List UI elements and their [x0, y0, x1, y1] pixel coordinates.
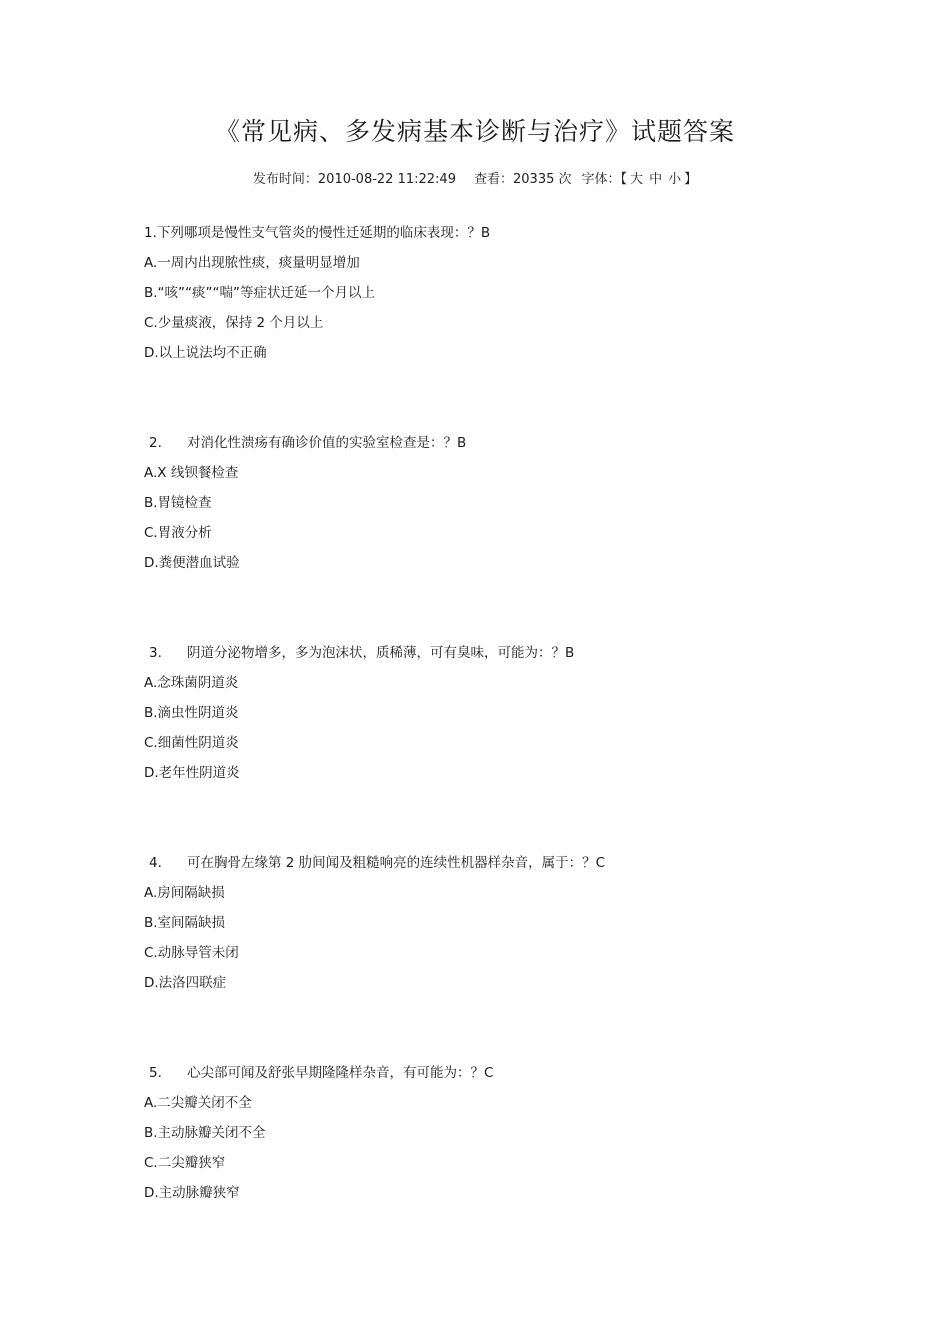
question-stem: [144, 432, 804, 462]
question-2: [144, 432, 804, 582]
option-d: D.粪便潜血试验: [144, 555, 240, 571]
bracket-close: 】: [684, 172, 698, 187]
option-d: D.法洛四联症: [144, 975, 227, 991]
option-c: C.二尖瓣狭窄: [144, 1155, 226, 1171]
option-d: D.主动脉瓣狭窄: [144, 1185, 240, 1201]
views-value: 20335: [513, 172, 555, 187]
option-c: C.少量痰液，保持 2 个月以上: [144, 315, 324, 331]
option-b: B.胃镜检查: [144, 495, 212, 511]
question-stem: [144, 1062, 804, 1092]
question-list: [144, 222, 804, 1272]
question-number: 2.: [149, 435, 162, 451]
question-5: [144, 1062, 804, 1212]
bracket-open: 【: [620, 172, 628, 187]
option-a: A.念珠菌阴道炎: [144, 675, 239, 691]
published-label: 发布时间：: [252, 172, 318, 187]
option-a: A.二尖瓣关闭不全: [144, 1095, 252, 1111]
views-unit: 次: [558, 172, 572, 187]
question-3: [144, 642, 804, 792]
option-b: B.室间隔缺损: [144, 915, 226, 931]
article-meta: [0, 168, 950, 187]
question-text: 下列哪项是慢性支气管炎的慢性迁延期的临床表现：？B: [156, 225, 491, 241]
font-size-large-link[interactable]: 大: [630, 172, 644, 187]
views-label: 查看：: [473, 172, 513, 187]
question-number: 5.: [149, 1065, 162, 1081]
option-a: A.X 线钡餐检查: [144, 465, 239, 481]
question-number: 4.: [149, 855, 162, 871]
question-text: 阴道分泌物增多，多为泡沫状，质稀薄，可有臭味，可能为：？B: [187, 645, 575, 661]
question-text: 对消化性溃疡有确诊价值的实验室检查是：？B: [187, 435, 467, 451]
font-size-label: 字体：: [581, 172, 621, 187]
question-1: [144, 222, 804, 372]
question-stem: [144, 222, 804, 252]
option-d: D.以上说法均不正确: [144, 345, 267, 361]
option-c: C.细菌性阴道炎: [144, 735, 239, 751]
option-c: C.胃液分析: [144, 525, 212, 541]
question-text: 心尖部可闻及舒张早期隆隆样杂音，有可能为：？C: [187, 1065, 494, 1081]
option-d: D.老年性阴道炎: [144, 765, 240, 781]
question-4: [144, 852, 804, 1002]
option-b: B.滴虫性阴道炎: [144, 705, 239, 721]
question-number: 3.: [149, 645, 162, 661]
option-b: B.主动脉瓣关闭不全: [144, 1125, 266, 1141]
published-value: 2010-08-22 11:22:49: [317, 172, 456, 187]
question-number: 1.: [144, 225, 157, 241]
font-size-medium-link[interactable]: 中: [649, 172, 663, 187]
question-text: 可在胸骨左缘第 2 肋间闻及粗糙响亮的连续性机器样杂音，属于：？C: [187, 855, 606, 871]
question-stem: [144, 852, 804, 882]
font-size-small-link[interactable]: 小: [668, 172, 682, 187]
option-b: B.“咳”“痰”“喘”等症状迁延一个月以上: [144, 285, 376, 301]
page-title: 《常见病、多发病基本诊断与治疗》试题答案: [214, 117, 735, 146]
option-c: C.动脉导管未闭: [144, 945, 239, 961]
option-a: A.一周内出现脓性痰，痰量明显增加: [144, 255, 360, 271]
option-a: A.房间隔缺损: [144, 885, 225, 901]
question-stem: [144, 642, 804, 672]
